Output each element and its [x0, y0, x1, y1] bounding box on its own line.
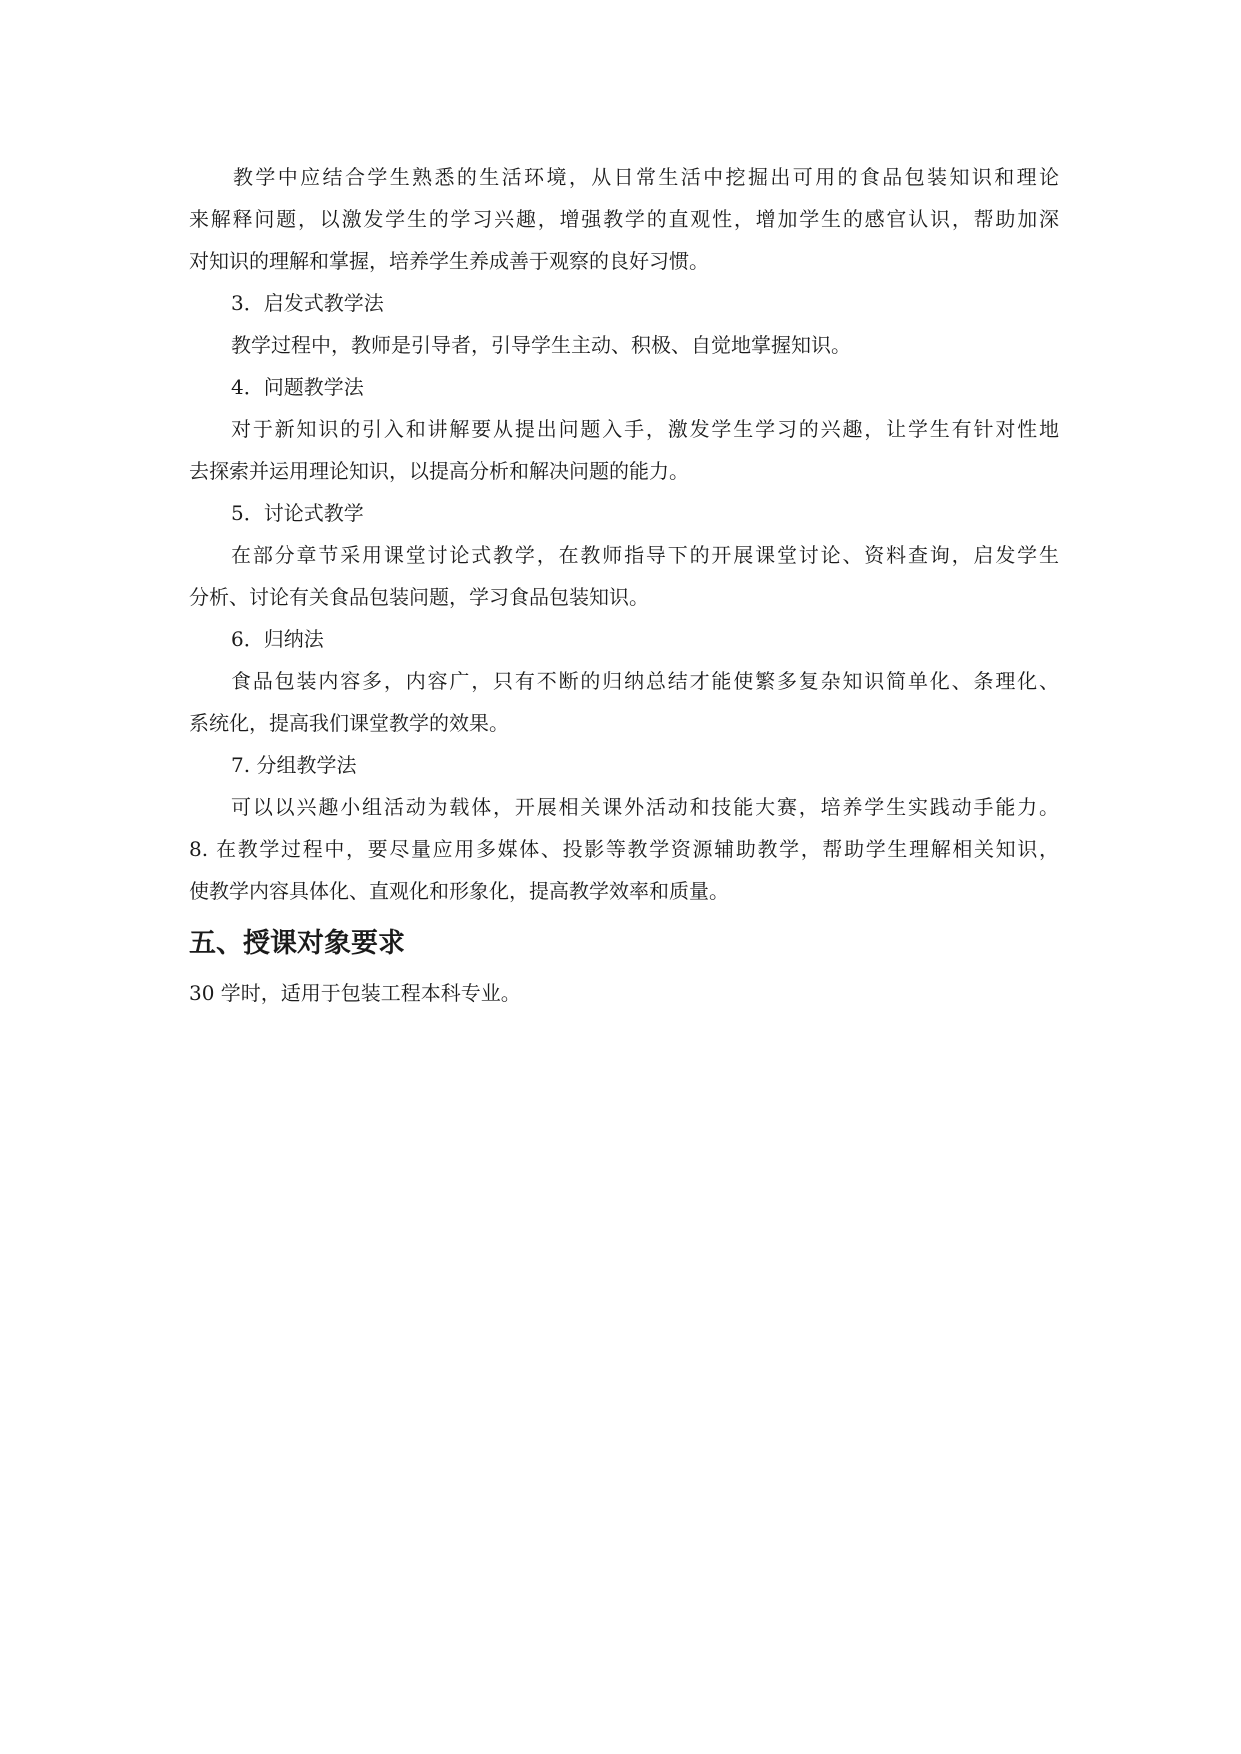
subsection-title: 3．启发式教学法	[231, 291, 384, 315]
paragraph-line: 对于新知识的引入和讲解要从提出问题入手，激发学生学习的兴趣，让学生有针对性地	[231, 417, 1059, 441]
subsection-title: 4．问题教学法	[231, 375, 364, 399]
paragraph-line: 来解释问题，以激发学生的学习兴趣，增强教学的直观性，增加学生的感官认识，帮助加深	[189, 207, 1059, 231]
subsection-title: 5．讨论式教学	[231, 501, 364, 525]
paragraph-line: 去探索并运用理论知识，以提高分析和解决问题的能力。	[189, 459, 689, 483]
paragraph-line: 食品包装内容多，内容广，只有不断的归纳总结才能使繁多复杂知识简单化、条理化、	[231, 669, 1059, 693]
section-text: 30 学时，适用于包装工程本科专业。	[189, 981, 521, 1005]
paragraph-line: 分析、讨论有关食品包装问题，学习食品包装知识。	[189, 585, 649, 609]
paragraph-line: 使教学内容具体化、直观化和形象化，提高教学效率和质量。	[189, 879, 729, 903]
subsection-title: 7. 分组教学法	[231, 753, 357, 777]
paragraph-line: 可以以兴趣小组活动为载体，开展相关课外活动和技能大赛，培养学生实践动手能力。	[231, 795, 1059, 819]
subsection-title: 6．归纳法	[231, 627, 324, 651]
section-heading: 五、授课对象要求	[189, 928, 405, 959]
paragraph-line: 在部分章节采用课堂讨论式教学，在教师指导下的开展课堂讨论、资料查询，启发学生	[231, 543, 1059, 567]
paragraph-line: 系统化，提高我们课堂教学的效果。	[189, 711, 509, 735]
document-content	[189, 156, 1059, 1014]
paragraph-line: 8. 在教学过程中，要尽量应用多媒体、投影等教学资源辅助教学，帮助学生理解相关知识，	[189, 837, 1059, 861]
paragraph-line: 教学过程中，教师是引导者，引导学生主动、积极、自觉地掌握知识。	[231, 333, 851, 357]
paragraph-line: 教学中应结合学生熟悉的生活环境，从日常生活中挖掘出可用的食品包装知识和理论	[233, 165, 1059, 189]
paragraph-line: 对知识的理解和掌握，培养学生养成善于观察的良好习惯。	[189, 249, 709, 273]
